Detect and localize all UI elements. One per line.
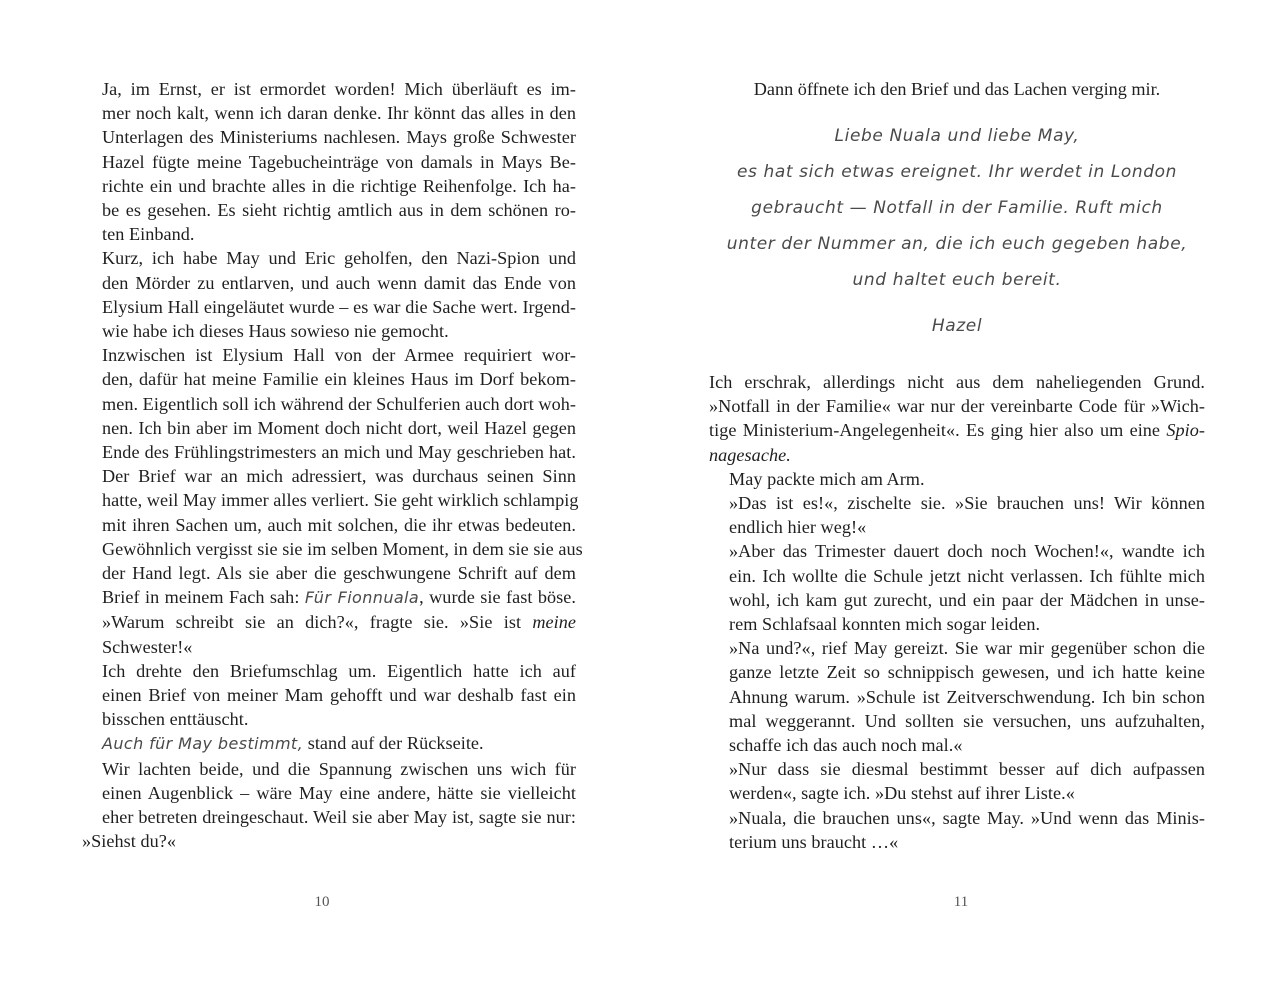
text-line — [709, 418, 1205, 442]
text-line: Gewöhnlich vergisst sie sie im selben Moment, in dem sie sie aus — [102, 538, 583, 559]
letter-line: und haltet euch bereit. — [852, 270, 1062, 290]
right-page-text — [709, 370, 1205, 854]
text-line: Inzwischen ist Elysium Hall von der Armee requiriert wor- — [102, 345, 576, 366]
text-line: wohl, ich kam gut zurecht, und ein paar der Mädchen in unse- — [729, 589, 1205, 610]
text-line: ten Einband. — [102, 224, 195, 245]
paragraph — [82, 77, 576, 246]
text-line: May packte mich am Arm. — [729, 468, 925, 489]
handwritten-letter — [709, 118, 1205, 344]
text-line: Ahnung warum. »Schule ist Zeitverschwendung. Ich bin schon — [729, 686, 1205, 707]
text-line: Schwester!« — [102, 636, 193, 657]
text-line: rem Schlafsaal konnten mich sogar leiden. — [729, 614, 1041, 635]
letter-line: es hat sich etwas ereignet. Ihr werdet in London — [736, 162, 1178, 182]
text-line: men. Eigentlich soll ich während der Schulferien auch dort woh- — [102, 393, 576, 414]
paragraph — [709, 757, 1205, 805]
text-line: Wir lachten beide, und die Spannung zwischen uns wich für — [102, 758, 576, 779]
letter-line: unter der Nummer an, die ich euch gegeben habe, — [726, 234, 1188, 254]
letter-line: gebraucht — Notfall in der Familie. Ruft mich — [751, 198, 1163, 218]
left-page — [0, 0, 642, 1000]
text-segment: tige Ministerium-Angelegenheit«. Es ging hier also um eine — [709, 420, 1167, 441]
text-line: »Nur dass sie diesmal bestimmt besser auf dich aufpassen — [729, 759, 1205, 780]
paragraph — [82, 343, 576, 464]
text-line: ganze letzte Zeit so schnippisch gewesen, und ich hatte keine — [729, 662, 1205, 683]
text-line: endlich hier weg!« — [729, 517, 867, 538]
text-line: »Siehst du?« — [82, 831, 177, 852]
text-line: wie habe ich dieses Haus sowieso nie gemocht. — [102, 321, 449, 342]
text-line: »Nuala, die brauchen uns«, sagte May. »Und wenn das Minis- — [729, 807, 1205, 828]
text-line: mer noch kalt, wenn ich daran denke. Ihr könnt das alles in den — [102, 103, 576, 124]
letter-signature: Hazel — [931, 316, 983, 336]
letter-line: Liebe Nuala und liebe May, — [834, 126, 1080, 146]
text-line: terium uns braucht …« — [729, 831, 899, 852]
paragraph — [82, 464, 583, 610]
text-line: Unterlagen des Ministeriums nachlesen. Mays große Schwester — [102, 127, 576, 148]
text-line — [82, 731, 576, 756]
text-line: »Das ist es!«, zischelte sie. »Sie brauchen uns! Wir können — [729, 493, 1205, 514]
paragraph — [709, 806, 1205, 854]
text-line: einen Brief von meiner Mam gehofft und war deshalb fast ein — [102, 685, 576, 706]
text-line: Elysium Hall eingeläutet wurde – es war die Sache wert. Irgend- — [102, 296, 576, 317]
text-line — [82, 610, 576, 634]
text-line: ein. Ich wollte die Schule jetzt nicht verlassen. Ich fühlte mich — [729, 565, 1205, 586]
text-line — [82, 585, 576, 610]
text-line — [709, 443, 1205, 467]
text-line: den Mörder zu entlarven, und auch wenn damit das Ende von — [102, 272, 576, 293]
text-segment: »Warum schreibt sie an dich?«, fragte sie. »Sie ist — [102, 612, 533, 633]
text-line: Kurz, ich habe May und Eric geholfen, den Nazi-Spion und — [102, 248, 576, 269]
right-page — [643, 0, 1285, 1000]
text-line: mal weggerannt. Und sollten sie versuchen, uns aufzuhalten, — [729, 710, 1205, 731]
emphasis-text: nagesache. — [709, 444, 791, 465]
text-segment: Brief in meinem Fach sah: — [102, 587, 305, 608]
paragraph — [709, 491, 1205, 539]
text-line: richte ein und brachte alles in die richtige Reihenfolge. Ich ha- — [102, 175, 576, 196]
text-line: werden«, sagte ich. »Du stehst auf ihrer Liste.« — [729, 783, 1075, 804]
text-line: Ich erschrak, allerdings nicht aus dem naheliegenden Grund. — [709, 372, 1205, 392]
text-line: den, dafür hat meine Familie ein kleines Haus im Dorf bekom- — [102, 369, 576, 390]
handwritten-address: Für Fionnuala — [304, 588, 420, 608]
handwritten-note: Auch für May bestimmt, — [102, 734, 304, 754]
text-line: Ja, im Ernst, er ist ermordet worden! Mich überläuft es im- — [102, 79, 576, 99]
emphasis-text: Spio- — [1166, 420, 1205, 441]
paragraph — [82, 610, 576, 658]
text-segment: , wurde sie fast böse. — [419, 587, 576, 608]
paragraph — [709, 467, 1205, 491]
text-line: »Aber das Trimester dauert doch noch Wochen!«, wandte ich — [729, 541, 1205, 562]
text-line: Der Brief war an mich adressiert, was durchaus seinen Sinn — [102, 466, 576, 487]
text-line: bisschen enttäuscht. — [102, 709, 249, 730]
text-line: mit ihren Sachen um, auch mit solchen, die ihr etwas bedeuten. — [102, 514, 576, 535]
text-line: schaffe ich das auch noch mal.« — [729, 735, 963, 756]
lead-sentence: Dann öffnete ich den Brief und das Lachen verging mir. — [753, 79, 1161, 99]
text-line: Ich drehte den Briefumschlag um. Eigentlich hatte ich auf — [102, 660, 576, 681]
left-page-text — [82, 77, 583, 854]
paragraph — [709, 539, 1205, 636]
text-line: »Notfall in der Familie« war nur der vereinbarte Code für »Wich- — [709, 396, 1205, 417]
paragraph — [82, 731, 576, 756]
paragraph — [709, 636, 1205, 757]
text-segment: stand auf der Rückseite. — [303, 733, 484, 754]
emphasis-text: meine — [532, 612, 576, 633]
text-line: einen Augenblick – wäre May eine andere, hätte sie vielleicht — [102, 782, 576, 803]
page-number: 10 — [314, 894, 330, 910]
page-number: 11 — [953, 894, 969, 910]
text-line: hatte, weil May immer alles verliert. Sie geht wirklich schlampig — [102, 490, 579, 511]
paragraph — [82, 659, 576, 732]
text-line: Ende des Frühlingstrimesters an mich und May geschrieben hat. — [102, 442, 576, 463]
text-line: nen. Ich bin aber im Moment doch nicht dort, weil Hazel gegen — [102, 417, 576, 438]
paragraph — [82, 757, 576, 830]
text-line: Hazel fügte meine Tagebucheinträge von damals in Mays Be- — [102, 151, 576, 172]
paragraph — [82, 829, 576, 853]
text-line: »Na und?«, rief May gereizt. Sie war mir gegenüber schon die — [729, 638, 1205, 659]
paragraph — [709, 370, 1205, 467]
text-line: der Hand legt. Als sie aber die geschwungene Schrift auf dem — [102, 563, 576, 584]
text-line: be es gesehen. Es sieht richtig amtlich aus in dem schönen ro- — [102, 200, 576, 221]
text-line: eher betreten dreingeschaut. Weil sie aber May ist, sagte sie nur: — [102, 807, 576, 828]
paragraph — [82, 246, 576, 343]
